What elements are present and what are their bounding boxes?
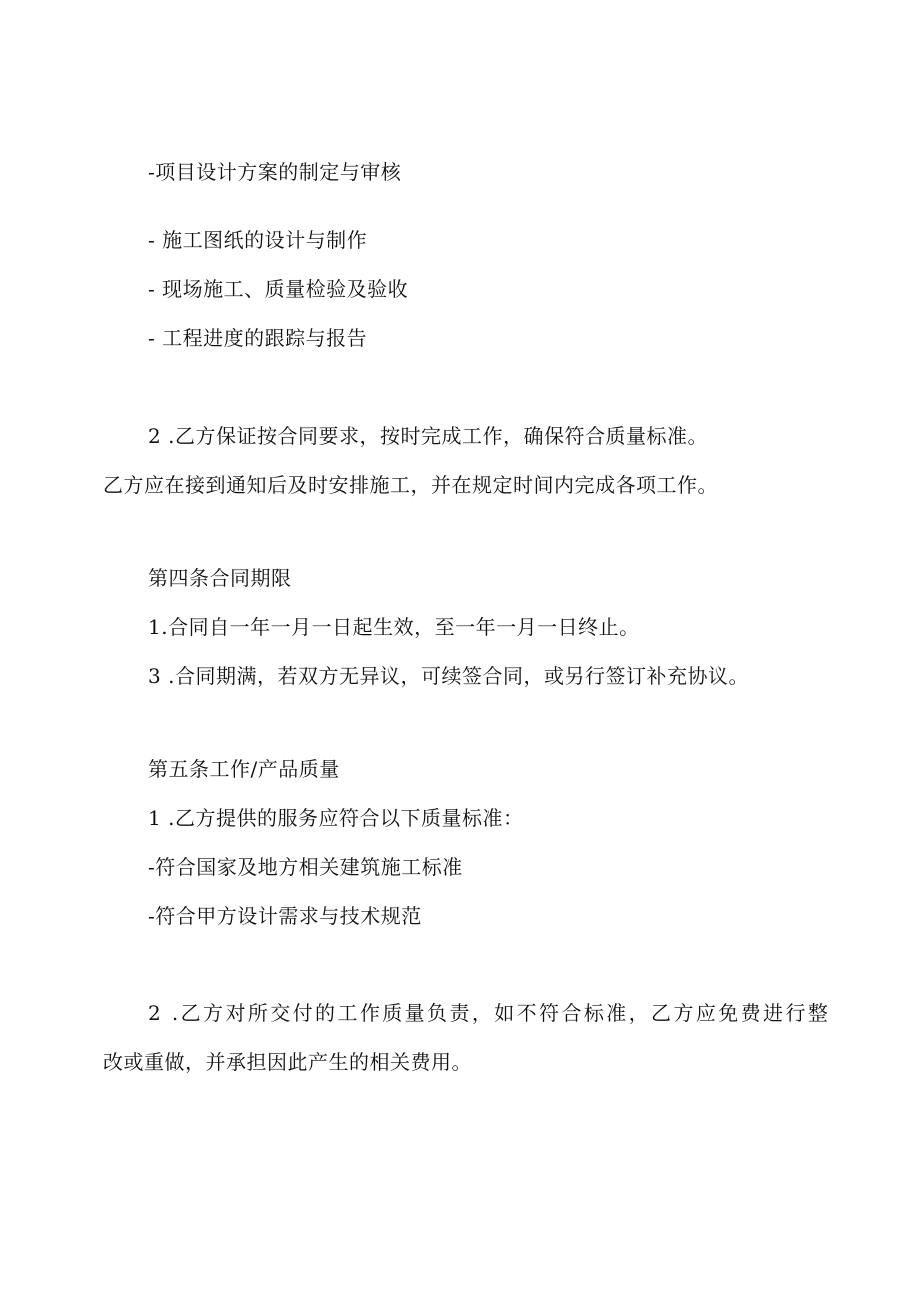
article-5-heading: 第五条工作/产品质量 [148,757,340,781]
bullet-design-requirements: -符合甲方设计需求与技术规范 [148,904,422,928]
article-4-clause-3: 3 .合同期满，若双方无异议，可续签合同，或另行签订补充协议。 [148,664,749,688]
bullet-progress-tracking: - 工程进度的跟踪与报告 [148,326,368,350]
bullet-site-construction: - 现场施工、质量检验及验收 [148,277,409,301]
article-5-clause-2-continuation: 改或重做，并承担因此产生的相关费用。 [103,1050,472,1074]
article-5-clause-1: 1 .乙方提供的服务应符合以下质量标准： [148,806,524,830]
article-4-clause-1: 1.合同自一年一月一日起生效，至一年一月一日终止。 [148,615,640,639]
clause-2-guarantee: 2 .乙方保证按合同要求，按时完成工作，确保符合质量标准。 [148,424,708,448]
bullet-national-standards: -符合国家及地方相关建筑施工标准 [148,855,463,879]
article-4-heading: 第四条合同期限 [148,566,292,590]
bullet-design-plan: -项目设计方案的制定与审核 [148,160,402,184]
bullet-construction-drawings: - 施工图纸的设计与制作 [148,228,368,252]
article-5-clause-2: 2 .乙方对所交付的工作质量负责，如不符合标准，乙方应免费进行整 [148,1001,831,1025]
clause-2-continuation: 乙方应在接到通知后及时安排施工，并在规定时间内完成各项工作。 [103,473,718,497]
